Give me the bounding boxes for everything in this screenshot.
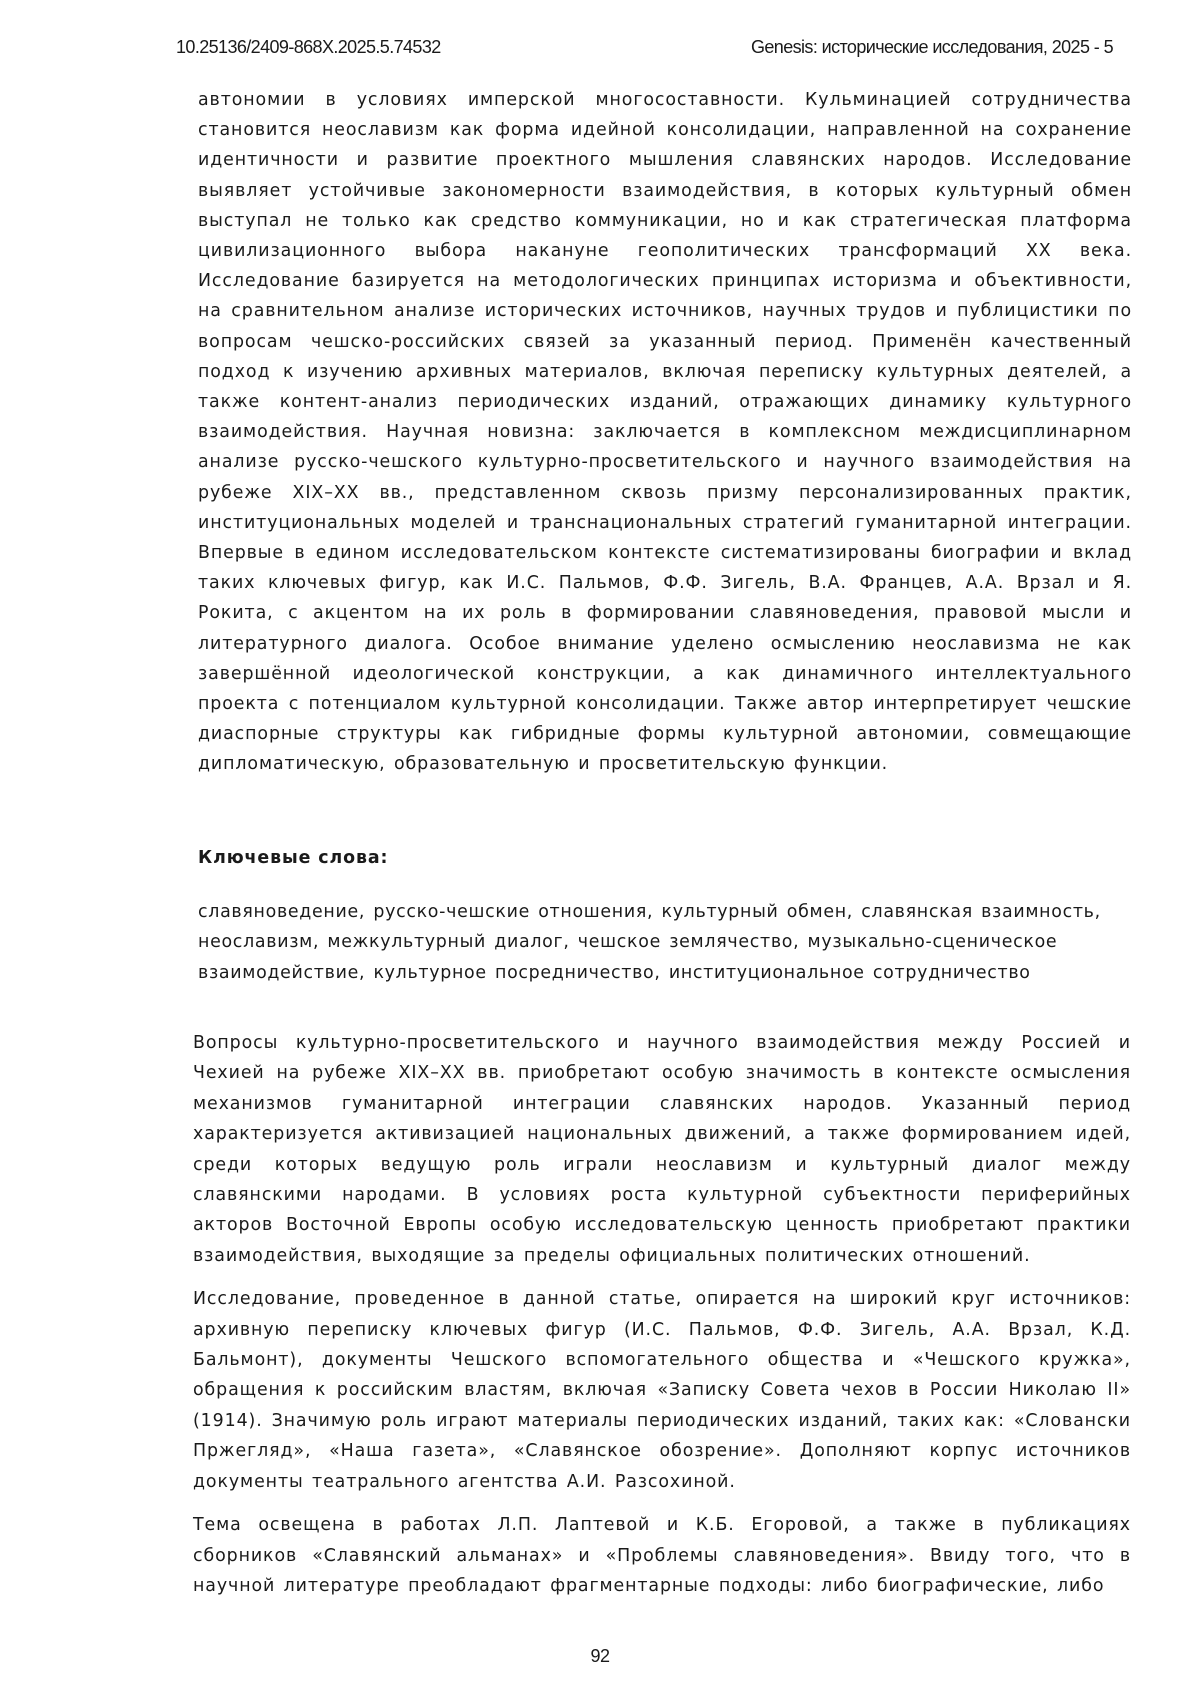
journal-title: Genesis: исторические исследования, 2025 - 5 xyxy=(751,37,1113,57)
body-paragraph: Тема освещена в работах Л.П. Лаптевой и К.Б. Егоровой, а также в публикациях сборников «Славянский альманах» и «Проблемы славяноведения». Ввиду того, что в научной литературе преобладают фрагментарные подходы: либо биографические, либо xyxy=(193,1515,1131,1596)
running-header xyxy=(176,37,1113,61)
keywords-heading: Ключевые слова: xyxy=(198,848,389,868)
abstract-text: автономии в условиях имперской многосоставности. Кульминацией сотрудничества становится неославизм как форма идейной консолидации, направленной на сохранение идентичности и развитие проектного мышления славянских народов. Исследование выявляет устойчивые закономерности взаимодействия, в которых культурный обмен выступал не только как средство коммуникации, но и как стратегическая платформа цивилизационного выбора накануне геополитических трансформаций XX века. Исследование базируется на методологических принципах историзма и объективности, на сравнительном анализе исторических источников, научных трудов и публицистики по вопросам чешско-российских связей за указанный период. Применён качественный подход к изучению архивных материалов, включая переписку культурных деятелей, а также контент-анализ периодических изданий, отражающих динамику культурного взаимодействия. Научная новизна: заключается в комплексном междисциплинарном анализе русско-чешского культурно-просветительского и научного взаимодействия на рубеже XIX–XX вв., представленном сквозь призму персонализированных практик, институциональных моделей и транснациональных стратегий гуманитарной интеграции. Впервые в едином исследовательском контексте систематизированы биографии и вклад таких ключевых фигур, как И.С. Пальмов, Ф.Ф. Зигель, В.А. Францев, А.А. Врзал и Я. Рокита, с акцентом на их роль в формировании славяноведения, правовой мысли и литературного диалога. Особое внимание уделено осмыслению неославизма не как завершённой идеологической конструкции, а как динамичного интеллектуального проекта с потенциалом культурной консолидации. Также автор интерпретирует чешские диаспорные структуры как гибридные формы культурной автономии, совмещающие дипломатическую, образовательную и просветительскую функции. xyxy=(198,90,1132,775)
article-body xyxy=(193,1028,1131,1614)
doi-label: 10.25136/2409-868X.2025.5.74532 xyxy=(176,37,441,57)
page-number: 92 xyxy=(590,1646,610,1666)
body-paragraph: Вопросы культурно-просветительского и научного взаимодействия между Россией и Чехией на рубеже XIX–XX вв. приобретают особую значимость в контексте осмысления механизмов гуманитарной интеграции славянских народов. Указанный период характеризуется активизацией национальных движений, а также формированием идей, среди которых ведущую роль играли неославизм и культурный диалог между славянскими народами. В условиях роста культурной субъектности периферийных акторов Восточной Европы особую исследовательскую ценность приобретают практики взаимодействия, выходящие за пределы официальных политических отношений. xyxy=(193,1033,1131,1266)
keywords-text: славяноведение, русско-чешские отношения, культурный обмен, славянская взаимность, неославизм, межкультурный диалог, чешское землячество, музыкально-сценическое взаимодействие, культурное посредничество, институциональное сотрудничество xyxy=(198,902,1101,983)
body-paragraph: Исследование, проведенное в данной статье, опирается на широкий круг источников: архивную переписку ключевых фигур (И.С. Пальмов, Ф.Ф. Зигель, А.А. Врзал, К.Д. Бальмонт), документы Чешского вспомогательного общества и «Чешского кружка», обращения к российским властям, включая «Записку Совета чехов в России Николаю II» (1914). Значимую роль играют материалы периодических изданий, таких как: «Словански Пржегляд», «Наша газета», «Славянское обозрение». Дополняют корпус источников документы театрального агентства А.И. Разсохиной. xyxy=(193,1289,1131,1492)
